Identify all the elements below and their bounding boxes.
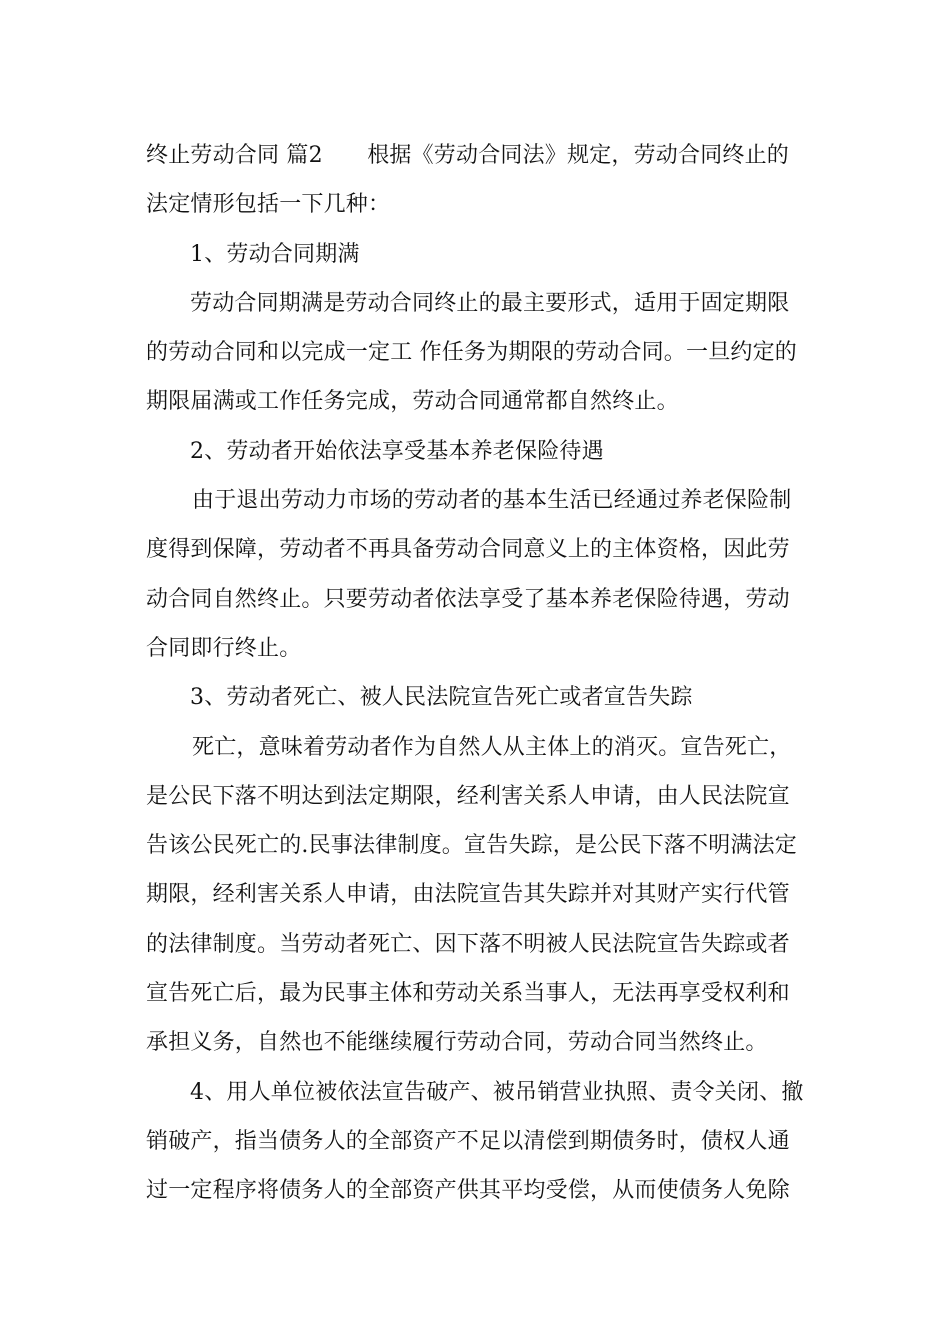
item-3-paragraph: 死亡，意味着劳动者作为自然人从主体上的消灭。宣告死亡，是公民下落不明达到法定期限，经利害关系人申请，由人民法院宣告该公民死亡的.民事法律制度。宣告失踪，是公民下落不明满法定期限，经利害关系人申请，由法院宣告其失踪并对其财产实行代管的法律制度。当劳动者死亡、因下落不明被人民法院宣告失踪或者宣告死亡后，最为民事主体和劳动关系当事人，无法再享受权利和承担义务，自然也不能继续履行劳动合同，劳动合同当然终止。 — [146, 734, 797, 1056]
item-2-heading: 2、劳动者开始依法享受基本养老保险待遇 — [190, 438, 604, 464]
item-1-paragraph: 劳动合同期满是劳动合同终止的最主要形式，适用于固定期限的劳动合同和以完成一定工 作任务为期限的劳动合同。一旦约定的期限届满或工作任务完成，劳动合同通常都自然终止。 — [146, 290, 797, 415]
item-3-heading: 3、劳动者死亡、被人民法院宣告死亡或者宣告失踪 — [190, 685, 693, 711]
item-4-paragraph: 4、用人单位被依法宣告破产、被吊销营业执照、责令关闭、撤销破产，指当债务人的全部资产不足以清偿到期债务时，债权人通过一定程序将债务人的全部资产供其平均受偿，从而使债务人免除 — [146, 1079, 804, 1204]
item-2-paragraph: 由于退出劳动力市场的劳动者的基本生活已经通过养老保险制度得到保障，劳动者不再具备劳动合同意义上的主体资格，因此劳动合同自然终止。只要劳动者依法享受了基本养老保险待遇，劳动合同即行终止。 — [146, 488, 792, 661]
item-1-heading: 1、劳动合同期满 — [190, 241, 360, 267]
document-body — [146, 131, 806, 1216]
intro-paragraph: 终止劳动合同 篇2 根据《劳动合同法》规定，劳动合同终止的法定情形包括一下几种： — [146, 143, 789, 218]
